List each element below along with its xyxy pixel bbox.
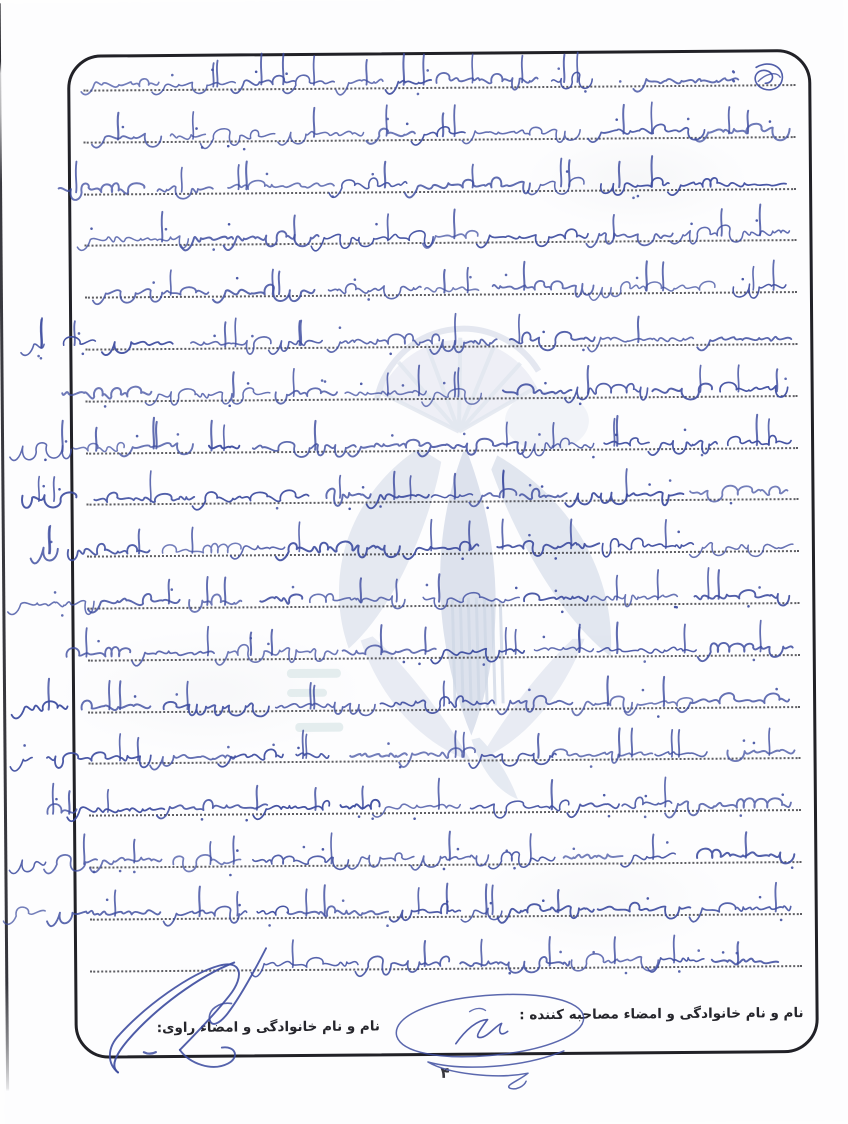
page-number: ۴ <box>440 1063 450 1082</box>
interviewer-signature-label: نام و نام خانوادگی و امضاء مصاحبه کننده : <box>519 1005 804 1024</box>
narrator-signature-label: نام و نام خانوادگی و امضاء راوی: <box>156 1018 380 1037</box>
